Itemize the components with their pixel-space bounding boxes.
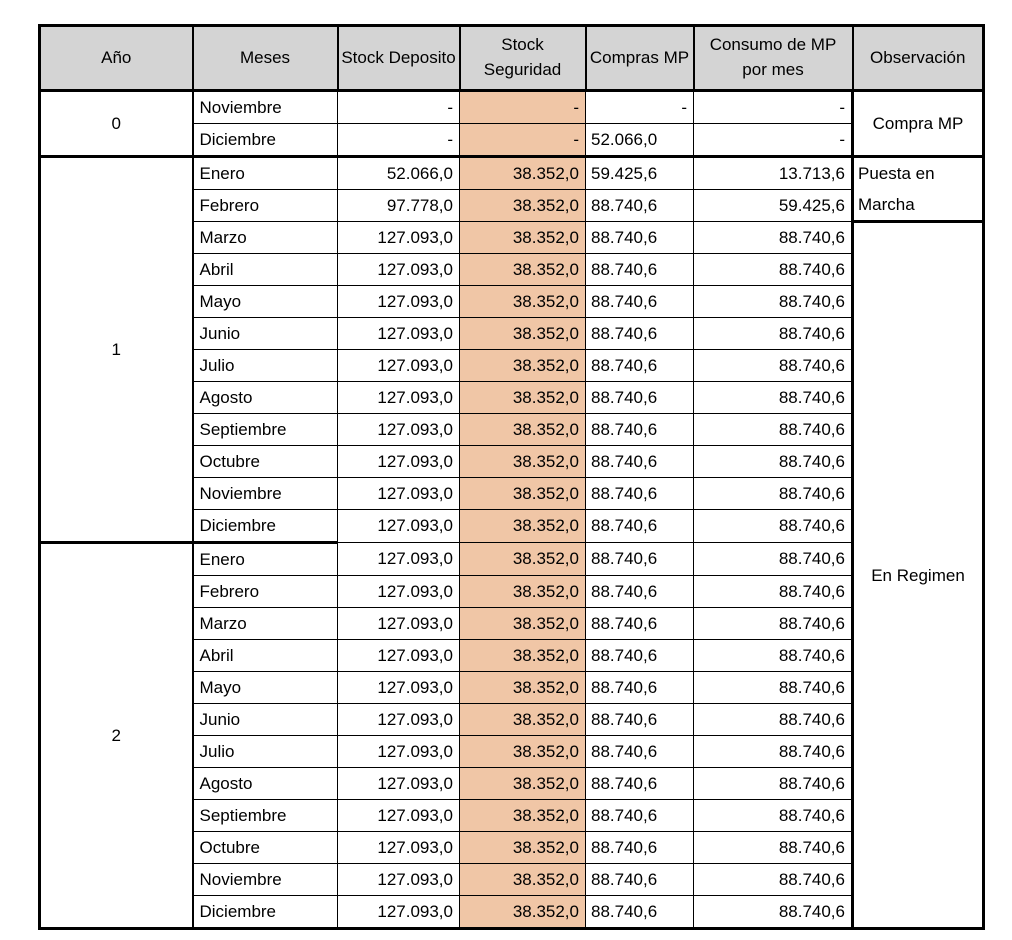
stock-deposito-cell: 127.093,0: [338, 832, 460, 864]
stock-seguridad-cell: 38.352,0: [460, 768, 586, 800]
col-header-compras-mp: Compras MP: [586, 26, 694, 91]
consumo-mp-cell: 88.740,6: [694, 478, 853, 510]
stock-seguridad-cell: 38.352,0: [460, 286, 586, 318]
stock-seguridad-cell: 38.352,0: [460, 510, 586, 543]
consumo-mp-cell: 88.740,6: [694, 672, 853, 704]
month-cell: Marzo: [193, 222, 338, 254]
stock-seguridad-cell: 38.352,0: [460, 800, 586, 832]
stock-seguridad-cell: 38.352,0: [460, 478, 586, 510]
col-header-stock-seguridad: Stock Seguridad: [460, 26, 586, 91]
stock-seguridad-cell: 38.352,0: [460, 382, 586, 414]
stock-deposito-cell: -: [338, 124, 460, 157]
consumo-mp-cell: 88.740,6: [694, 222, 853, 254]
compras-mp-cell: 88.740,6: [586, 672, 694, 704]
stock-deposito-cell: 127.093,0: [338, 608, 460, 640]
stock-seguridad-cell: 38.352,0: [460, 190, 586, 222]
compras-mp-cell: 88.740,6: [586, 286, 694, 318]
stock-deposito-cell: 127.093,0: [338, 672, 460, 704]
table-row: [40, 543, 984, 576]
table-row: [40, 91, 984, 124]
compras-mp-cell: 88.740,6: [586, 446, 694, 478]
stock-seguridad-cell: 38.352,0: [460, 576, 586, 608]
consumo-mp-cell: 13.713,6: [694, 157, 853, 190]
stock-deposito-cell: 127.093,0: [338, 286, 460, 318]
stock-seguridad-cell: 38.352,0: [460, 864, 586, 896]
year-cell: 2: [40, 543, 193, 929]
month-cell: Septiembre: [193, 800, 338, 832]
stock-seguridad-cell: 38.352,0: [460, 543, 586, 576]
consumo-mp-cell: 88.740,6: [694, 896, 853, 929]
stock-deposito-cell: 127.093,0: [338, 800, 460, 832]
compras-mp-cell: 88.740,6: [586, 414, 694, 446]
table-row: [40, 157, 984, 190]
col-header-meses: Meses: [193, 26, 338, 91]
table-header: [40, 26, 984, 91]
month-cell: Diciembre: [193, 124, 338, 157]
month-cell: Enero: [193, 157, 338, 190]
consumo-mp-cell: 88.740,6: [694, 254, 853, 286]
month-cell: Junio: [193, 704, 338, 736]
stock-deposito-cell: 127.093,0: [338, 543, 460, 576]
consumo-mp-cell: 88.740,6: [694, 640, 853, 672]
compras-mp-cell: 88.740,6: [586, 576, 694, 608]
stock-deposito-cell: 97.778,0: [338, 190, 460, 222]
observacion-cell: Compra MP: [853, 91, 984, 157]
stock-deposito-cell: 127.093,0: [338, 446, 460, 478]
compras-mp-cell: 52.066,0: [586, 124, 694, 157]
month-cell: Febrero: [193, 190, 338, 222]
month-cell: Julio: [193, 736, 338, 768]
compras-mp-cell: 88.740,6: [586, 510, 694, 543]
stock-deposito-cell: 127.093,0: [338, 222, 460, 254]
consumo-mp-cell: 88.740,6: [694, 768, 853, 800]
stock-deposito-cell: 127.093,0: [338, 478, 460, 510]
compras-mp-cell: -: [586, 91, 694, 124]
stock-deposito-cell: 127.093,0: [338, 510, 460, 543]
month-cell: Mayo: [193, 286, 338, 318]
consumo-mp-cell: 88.740,6: [694, 832, 853, 864]
stock-deposito-cell: 127.093,0: [338, 736, 460, 768]
month-cell: Diciembre: [193, 510, 338, 543]
stock-seguridad-cell: 38.352,0: [460, 832, 586, 864]
table-body: [40, 91, 984, 929]
stock-deposito-cell: 127.093,0: [338, 350, 460, 382]
compras-mp-cell: 88.740,6: [586, 736, 694, 768]
stock-deposito-cell: 127.093,0: [338, 864, 460, 896]
consumo-mp-cell: 88.740,6: [694, 414, 853, 446]
compras-mp-cell: 59.425,6: [586, 157, 694, 190]
month-cell: Junio: [193, 318, 338, 350]
stock-table: [38, 24, 985, 930]
stock-deposito-cell: 127.093,0: [338, 640, 460, 672]
stock-deposito-cell: 127.093,0: [338, 414, 460, 446]
col-header-observacion: Observación: [853, 26, 984, 91]
stock-seguridad-cell: 38.352,0: [460, 736, 586, 768]
compras-mp-cell: 88.740,6: [586, 800, 694, 832]
stock-deposito-cell: -: [338, 91, 460, 124]
consumo-mp-cell: 88.740,6: [694, 576, 853, 608]
observacion-cell: En Regimen: [853, 222, 984, 929]
compras-mp-cell: 88.740,6: [586, 478, 694, 510]
month-cell: Octubre: [193, 832, 338, 864]
stock-seguridad-cell: 38.352,0: [460, 222, 586, 254]
consumo-mp-cell: 88.740,6: [694, 608, 853, 640]
consumo-mp-cell: -: [694, 124, 853, 157]
col-header-consumo-mp: Consumo de MP por mes: [694, 26, 853, 91]
month-cell: Febrero: [193, 576, 338, 608]
consumo-mp-cell: 59.425,6: [694, 190, 853, 222]
month-cell: Julio: [193, 350, 338, 382]
month-cell: Enero: [193, 543, 338, 576]
consumo-mp-cell: -: [694, 91, 853, 124]
stock-seguridad-cell: -: [460, 124, 586, 157]
month-cell: Mayo: [193, 672, 338, 704]
compras-mp-cell: 88.740,6: [586, 864, 694, 896]
stock-seguridad-cell: 38.352,0: [460, 157, 586, 190]
stock-deposito-cell: 127.093,0: [338, 254, 460, 286]
year-cell: 1: [40, 157, 193, 543]
stock-seguridad-cell: 38.352,0: [460, 350, 586, 382]
page: [0, 24, 1012, 930]
stock-seguridad-cell: 38.352,0: [460, 896, 586, 929]
col-header-ano: Año: [40, 26, 193, 91]
month-cell: Marzo: [193, 608, 338, 640]
stock-seguridad-cell: 38.352,0: [460, 414, 586, 446]
compras-mp-cell: 88.740,6: [586, 254, 694, 286]
stock-deposito-cell: 127.093,0: [338, 318, 460, 350]
compras-mp-cell: 88.740,6: [586, 832, 694, 864]
compras-mp-cell: 88.740,6: [586, 608, 694, 640]
consumo-mp-cell: 88.740,6: [694, 286, 853, 318]
observacion-cell: Puesta en Marcha: [853, 157, 984, 222]
month-cell: Noviembre: [193, 864, 338, 896]
consumo-mp-cell: 88.740,6: [694, 350, 853, 382]
stock-deposito-cell: 127.093,0: [338, 382, 460, 414]
month-cell: Abril: [193, 254, 338, 286]
col-header-stock-deposito: Stock Deposito: [338, 26, 460, 91]
month-cell: Diciembre: [193, 896, 338, 929]
consumo-mp-cell: 88.740,6: [694, 318, 853, 350]
consumo-mp-cell: 88.740,6: [694, 382, 853, 414]
month-cell: Agosto: [193, 768, 338, 800]
consumo-mp-cell: 88.740,6: [694, 736, 853, 768]
month-cell: Abril: [193, 640, 338, 672]
stock-deposito-cell: 127.093,0: [338, 704, 460, 736]
compras-mp-cell: 88.740,6: [586, 190, 694, 222]
stock-deposito-cell: 127.093,0: [338, 768, 460, 800]
compras-mp-cell: 88.740,6: [586, 318, 694, 350]
month-cell: Noviembre: [193, 91, 338, 124]
compras-mp-cell: 88.740,6: [586, 704, 694, 736]
stock-seguridad-cell: -: [460, 91, 586, 124]
stock-seguridad-cell: 38.352,0: [460, 254, 586, 286]
stock-deposito-cell: 127.093,0: [338, 576, 460, 608]
compras-mp-cell: 88.740,6: [586, 222, 694, 254]
consumo-mp-cell: 88.740,6: [694, 800, 853, 832]
compras-mp-cell: 88.740,6: [586, 768, 694, 800]
stock-seguridad-cell: 38.352,0: [460, 318, 586, 350]
month-cell: Noviembre: [193, 478, 338, 510]
consumo-mp-cell: 88.740,6: [694, 543, 853, 576]
stock-seguridad-cell: 38.352,0: [460, 672, 586, 704]
stock-seguridad-cell: 38.352,0: [460, 446, 586, 478]
compras-mp-cell: 88.740,6: [586, 350, 694, 382]
consumo-mp-cell: 88.740,6: [694, 864, 853, 896]
consumo-mp-cell: 88.740,6: [694, 704, 853, 736]
compras-mp-cell: 88.740,6: [586, 640, 694, 672]
consumo-mp-cell: 88.740,6: [694, 510, 853, 543]
stock-seguridad-cell: 38.352,0: [460, 704, 586, 736]
month-cell: Octubre: [193, 446, 338, 478]
compras-mp-cell: 88.740,6: [586, 896, 694, 929]
year-cell: 0: [40, 91, 193, 157]
compras-mp-cell: 88.740,6: [586, 543, 694, 576]
month-cell: Septiembre: [193, 414, 338, 446]
stock-deposito-cell: 52.066,0: [338, 157, 460, 190]
stock-deposito-cell: 127.093,0: [338, 896, 460, 929]
stock-seguridad-cell: 38.352,0: [460, 640, 586, 672]
compras-mp-cell: 88.740,6: [586, 382, 694, 414]
consumo-mp-cell: 88.740,6: [694, 446, 853, 478]
month-cell: Agosto: [193, 382, 338, 414]
stock-seguridad-cell: 38.352,0: [460, 608, 586, 640]
